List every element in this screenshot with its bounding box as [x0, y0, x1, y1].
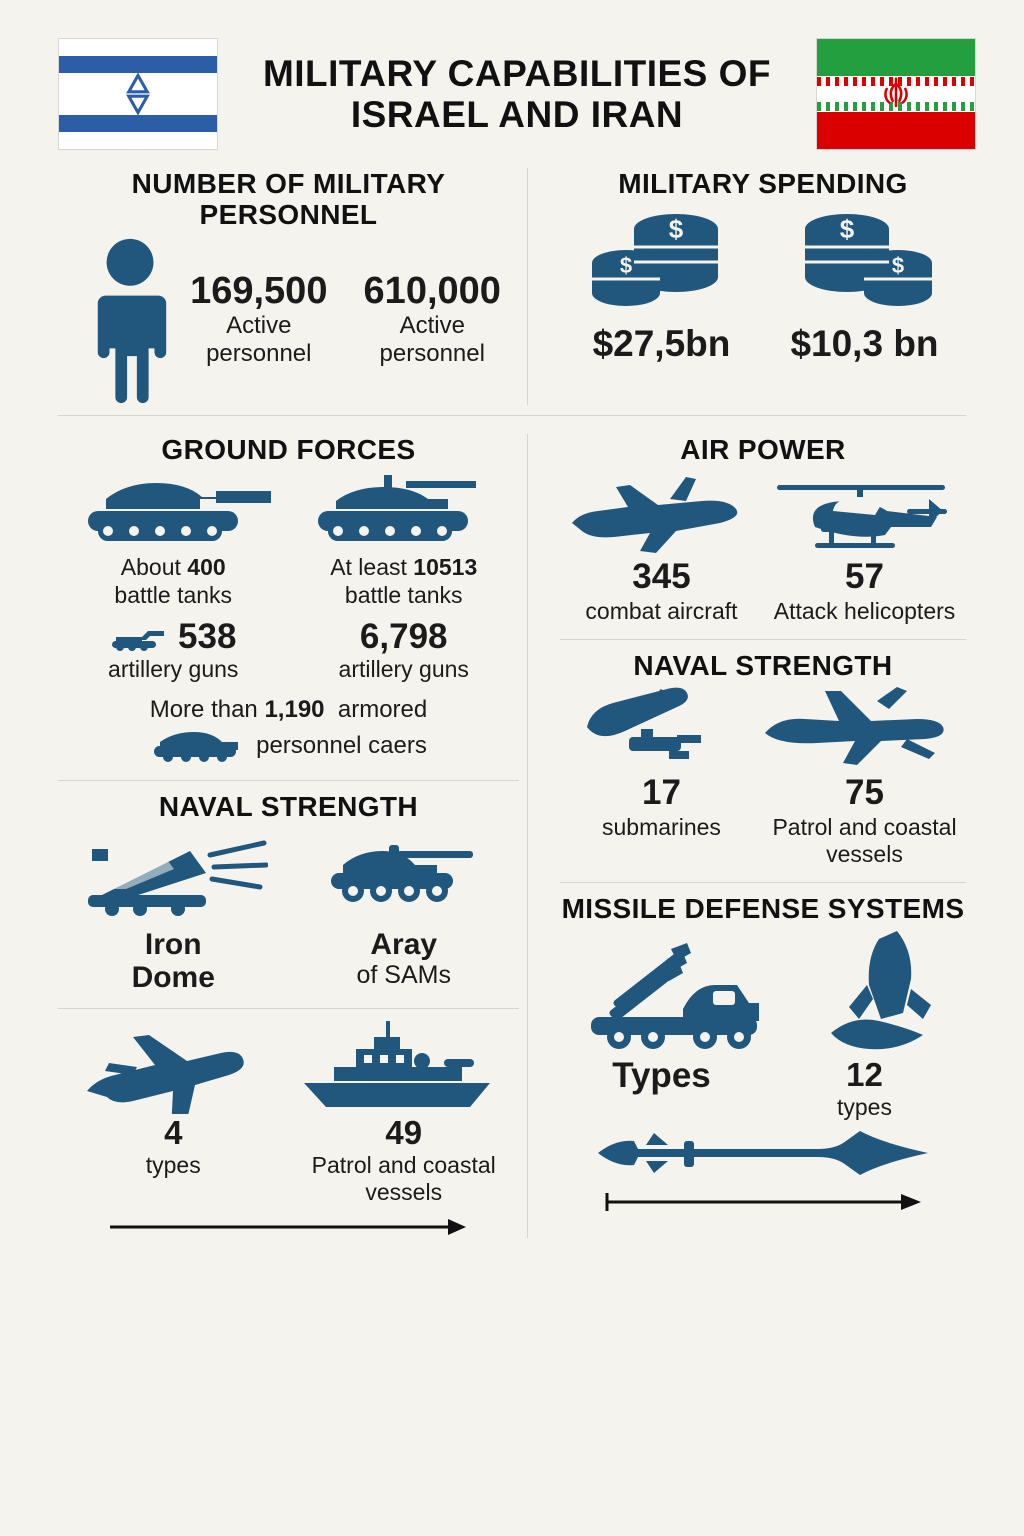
svg-text:$: $: [891, 253, 904, 279]
section-ground-forces: [58, 434, 519, 767]
launching-missile-icon: [801, 929, 951, 1054]
tanks-iran: [288, 554, 518, 609]
patrol-left-label: Patrol and coastal vessels: [311, 1151, 496, 1205]
divider-vertical-top: [527, 168, 528, 405]
naval-left-icons: [58, 829, 519, 924]
combat-aircraft: [560, 559, 763, 625]
cruise-missile-icon: [588, 1127, 938, 1185]
submarine-icon: [569, 685, 739, 775]
attack-helicopters: [763, 559, 966, 625]
artillery-israel-value: 538: [178, 617, 237, 657]
artillery-israel: [58, 619, 288, 683]
tanks-israel: [58, 554, 288, 609]
artillery-counts: [58, 619, 519, 683]
arrow-left-wrap: [58, 1206, 519, 1238]
section-vessels-left: [58, 1019, 519, 1238]
types-left-value: 4: [164, 1113, 183, 1151]
section-naval-right: [560, 650, 966, 868]
flag-stripe-bottom: [59, 115, 217, 132]
left-column: [58, 426, 519, 1238]
row-personnel-spending: [0, 160, 1024, 405]
naval-right-title: NAVAL STRENGTH: [633, 649, 893, 681]
row-ground-air: [0, 426, 1024, 1238]
sam-array-label: [288, 928, 518, 990]
patrol-left: [288, 1114, 518, 1206]
divider-ground-naval: [58, 780, 519, 781]
star-of-david-icon: [116, 72, 160, 116]
submarines-value: 17: [642, 773, 681, 813]
artillery-israel-label: artillery guns: [108, 656, 239, 683]
spending-israel-value: $27,5bn: [592, 323, 731, 365]
apc-block: [58, 696, 519, 767]
missile-types-right: [763, 1056, 966, 1121]
arrow-right-icon: [108, 1216, 468, 1238]
divider-air-naval: [560, 639, 966, 640]
iron-dome-line1: Iron: [144, 927, 202, 961]
tank-icons: [58, 469, 519, 554]
air-icons: [560, 469, 966, 559]
patrol-right-value: 75: [845, 773, 884, 813]
artillery-icon: [110, 623, 170, 653]
vessel-counts: [58, 1114, 519, 1206]
types-left: [58, 1114, 288, 1179]
personnel-iran-value: 610,000: [363, 270, 501, 313]
tanks-israel-label: battle tanks: [114, 581, 233, 608]
section-spending: [536, 160, 966, 405]
naval-right-icons: [560, 685, 966, 775]
air-counts: [560, 559, 966, 625]
svg-text:$: $: [839, 214, 854, 245]
types-left-label: types: [145, 1151, 201, 1178]
personnel-israel-value: 169,500: [190, 270, 328, 313]
tank-icon: [76, 469, 271, 554]
section-missile-defense: [560, 893, 966, 1212]
missile-types-label: Types: [612, 1055, 711, 1095]
naval-ship-icon: [294, 1019, 504, 1114]
divider-naval-missile: [560, 882, 966, 883]
coins-icon-2: [785, 207, 945, 317]
missile-types-value-label: types: [837, 1093, 892, 1120]
missile-icons: [560, 929, 966, 1054]
iron-dome-line2: Dome: [131, 960, 215, 994]
attack-helicopters-value: 57: [845, 557, 884, 597]
combat-aircraft-label: combat aircraft: [585, 597, 738, 624]
patrol-right: [763, 775, 966, 868]
ground-title: GROUND FORCES: [161, 433, 416, 465]
combat-aircraft-value: 345: [632, 557, 691, 597]
sam-array-line1: Aray: [370, 927, 438, 961]
artillery-iran: [288, 619, 518, 683]
tanks-israel-prefix: About: [120, 554, 188, 581]
personnel-iran-label: Active personnel: [379, 312, 485, 367]
divider-naval-vessels: [58, 1008, 519, 1009]
apc-prefix: More than: [149, 695, 265, 723]
spending-icons: [560, 207, 966, 365]
patrol-right-label: Patrol and coastal vessels: [772, 814, 957, 868]
tanks-israel-value: 400: [187, 554, 226, 581]
missile-launcher-icon: [575, 939, 770, 1054]
spending-iran: [763, 207, 966, 365]
personnel-figures: [172, 272, 519, 367]
personnel-iran: [346, 272, 519, 367]
missile-title: MISSILE DEFENSE SYSTEMS: [561, 893, 965, 925]
flag-stripe-top: [59, 56, 217, 73]
iran-emblem-icon: [878, 77, 914, 111]
flag-band-red: [817, 112, 975, 149]
artillery-iran-value: 6,798: [359, 617, 448, 657]
iron-dome-label: [58, 928, 288, 994]
apc-value: 1,190: [264, 695, 325, 723]
page-title: MILITARY CAPABILITIES OF ISRAEL AND IRAN: [262, 52, 772, 135]
tanks-iran-prefix: At least: [330, 554, 414, 581]
divider-vertical-main: [527, 434, 528, 1238]
section-personnel: [58, 160, 519, 405]
arrow-right-icon-2: [603, 1191, 923, 1213]
svg-text:$: $: [669, 214, 684, 245]
sam-array-line2: of SAMs: [356, 960, 451, 989]
combat-aircraft-icon: [566, 469, 746, 559]
missile-types-left: [560, 1056, 763, 1096]
tanks-iran-label: battle tanks: [344, 581, 463, 608]
section-air-power: [560, 434, 966, 625]
fighter-jet-icon: [73, 1019, 263, 1114]
personnel-israel-label: Active personnel: [206, 312, 312, 367]
coins-icon: [581, 207, 741, 317]
right-column: [536, 426, 966, 1238]
israel-flag: [58, 38, 218, 150]
patrol-vessel-jet-icon: [757, 685, 957, 775]
missile-counts: [560, 1056, 966, 1121]
tank-counts: [58, 554, 519, 609]
spending-israel: [560, 207, 763, 365]
missile-bottom-icon-wrap: [560, 1127, 966, 1213]
apc-line2: personnel caers: [256, 732, 427, 759]
apc-icon: [150, 726, 246, 766]
vessel-icons: [58, 1019, 519, 1114]
patrol-left-value: 49: [385, 1113, 423, 1151]
header: [0, 0, 1024, 160]
personnel-title: NUMBER OF MILITARY PERSONNEL: [131, 168, 446, 231]
section-naval-left: [58, 791, 519, 993]
submarines-label: submarines: [602, 814, 721, 841]
personnel-israel: [172, 272, 345, 367]
iron-dome-icon: [78, 829, 268, 924]
flag-band-green: [817, 39, 975, 76]
spending-title: MILITARY SPENDING: [618, 168, 908, 199]
svg-text:$: $: [620, 253, 633, 279]
spending-iran-value: $10,3 bn: [790, 323, 939, 365]
submarines: [560, 775, 763, 841]
divider-row1: [58, 415, 966, 416]
air-title: AIR POWER: [680, 433, 846, 465]
personnel-row: [58, 235, 519, 405]
apc-suffix: armored: [337, 695, 428, 723]
naval-left-labels: [58, 928, 519, 994]
artillery-iran-label: artillery guns: [338, 656, 469, 683]
missile-types-value: 12: [846, 1055, 883, 1093]
sam-vehicle-icon: [309, 829, 499, 924]
attack-helicopters-label: Attack helicopters: [773, 597, 956, 624]
person-icon: [88, 235, 172, 405]
attack-helicopter-icon: [759, 469, 959, 559]
naval-right-counts: [560, 775, 966, 868]
iran-flag: [816, 38, 976, 150]
tanks-iran-value: 10513: [413, 554, 478, 581]
naval-left-title: NAVAL STRENGTH: [158, 791, 419, 823]
tank-icon-2: [306, 469, 501, 554]
